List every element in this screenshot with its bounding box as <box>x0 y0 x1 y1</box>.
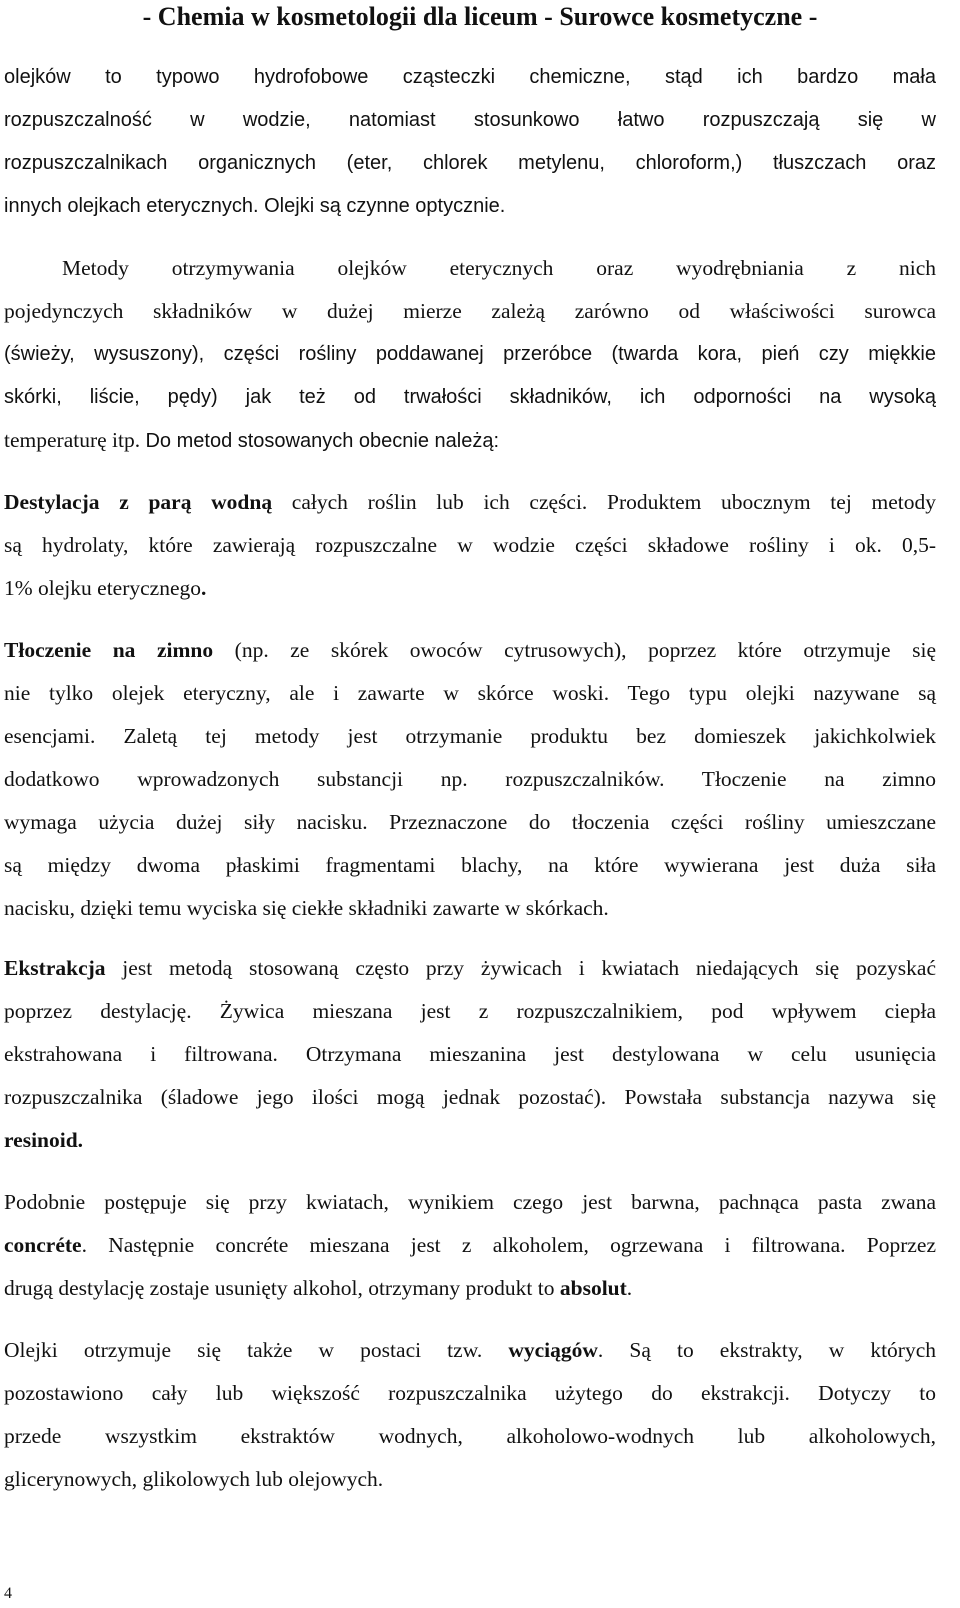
text-line <box>4 481 936 524</box>
text-line: nie tylko olejek eteryczny, ale i zawarte w skórce woski. Tego typu olejki nazywane są <box>4 681 936 705</box>
text-line: (świeży, wysuszony), części rośliny poddawanej przeróbce (twarda kora, pień czy miękkie <box>4 343 936 365</box>
text-run: . Następnie concréte mieszana jest z alkoholem, ogrzewana i filtrowana. Poprzez <box>81 1233 936 1257</box>
text-line: ekstrahowana i filtrowana. Otrzymana mieszanina jest destylowana w celu usunięcia <box>4 1042 936 1066</box>
text-line: rozpuszczalnikach organicznych (eter, chlorek metylenu, chloroform,) tłuszczach oraz <box>4 152 936 174</box>
text-line: skórki, liście, pędy) jak też od trwałości składników, ich odporności na wysoką <box>4 386 936 408</box>
text-line <box>4 629 936 672</box>
text-run: Olejki otrzymuje się także w postaci tzw. <box>4 1338 509 1362</box>
text-line: są między dwoma płaskimi fragmentami blachy, na które wywierana jest duża siła <box>4 853 936 877</box>
text-line: rozpuszczalność w wodzie, natomiast stosunkowo łatwo rozpuszczają się w <box>4 109 936 131</box>
term-absolut: absolut <box>559 1276 627 1300</box>
paragraph-concrete <box>4 1181 936 1310</box>
term-steam-distillation: Destylacja z parą wodną <box>4 490 273 514</box>
term-extraction: Ekstrakcja <box>4 956 106 980</box>
term-resinoid: resinoid. <box>4 1128 84 1152</box>
text-line <box>4 1224 936 1267</box>
text-line: glicerynowych, glikolowych lub olejowych. <box>4 1467 384 1491</box>
text-run: temperaturę itp. <box>4 428 146 452</box>
text-line <box>4 419 936 462</box>
text-line: Metody otrzymywania olejków eterycznych oraz wyodrębniania z nich <box>62 256 936 280</box>
text-run: . <box>201 576 207 600</box>
term-wyciagi: wyciągów <box>508 1338 598 1362</box>
paragraph-solubility <box>4 56 936 228</box>
text-run: . Są to ekstrakty, w których <box>597 1338 936 1362</box>
text-line <box>4 1119 936 1162</box>
text-run: (np. ze skórek owoców cytrusowych), poprzez które otrzymuje się <box>213 638 936 662</box>
page-number: 4 <box>4 1585 12 1602</box>
text-line: nacisku, dzięki temu wyciska się ciekłe składniki zawarte w skórkach. <box>4 896 609 920</box>
text-line: wymaga użycia dużej siły nacisku. Przeznaczone do tłoczenia części rośliny umieszczane <box>4 810 936 834</box>
text-line <box>4 947 936 990</box>
text-line <box>4 1267 936 1310</box>
paragraph-extraction <box>4 947 936 1162</box>
paragraph-methods-intro <box>4 247 936 462</box>
text-line: innych olejkach eterycznych. Olejki są czynne optycznie. <box>4 195 506 217</box>
paragraph-extracts <box>4 1329 936 1501</box>
text-line: przede wszystkim ekstraktów wodnych, alkoholowo-wodnych lub alkoholowych, <box>4 1424 936 1448</box>
text-line: są hydrolaty, które zawierają rozpuszczalne w wodzie części składowe rośliny i ok. 0,5- <box>4 533 936 557</box>
term-cold-pressing: Tłoczenie na zimno <box>4 638 214 662</box>
term-concrete: concréte <box>4 1233 82 1257</box>
text-run: Do metod stosowanych obecnie należą: <box>145 430 500 452</box>
text-line: dodatkowo wprowadzonych substancji np. rozpuszczalników. Tłoczenie na zimno <box>4 767 936 791</box>
text-line: rozpuszczalnika (śladowe jego ilości mogą jednak pozostać). Powstała substancja nazywa się <box>4 1085 936 1109</box>
text-run: drugą destylację zostaje usunięty alkohol, otrzymany produkt to <box>4 1276 560 1300</box>
text-line: Podobnie postępuje się przy kwiatach, wynikiem czego jest barwna, pachnąca pasta zwana <box>4 1190 936 1214</box>
text-run: . <box>626 1276 633 1300</box>
text-line: pojedynczych składników w dużej mierze zależą zarówno od właściwości surowca <box>4 299 936 323</box>
page-title: - Chemia w kosmetologii dla liceum - Surowce kosmetyczne - <box>142 2 818 31</box>
paragraph-steam-distillation <box>4 481 936 610</box>
text-line <box>4 1329 936 1372</box>
text-line: olejków to typowo hydrofobowe cząsteczki chemiczne, stąd ich bardzo mała <box>4 66 936 88</box>
text-line <box>4 567 936 610</box>
text-run: 1% olejku eterycznego <box>4 576 201 600</box>
text-line: poprzez destylację. Żywica mieszana jest z rozpuszczalnikiem, pod wpływem ciepła <box>4 999 936 1023</box>
text-line: pozostawiono cały lub większość rozpuszczalnika użytego do ekstrakcji. Dotyczy to <box>4 1381 936 1405</box>
text-line: esencjami. Zaletą tej metody jest otrzymanie produktu bez domieszek jakichkolwiek <box>4 724 936 748</box>
paragraph-cold-pressing <box>4 629 936 930</box>
text-run: jest metodą stosowaną często przy żywicach i kwiatach niedających się pozyskać <box>105 956 936 980</box>
text-run: całych roślin lub ich części. Produktem ubocznym tej metody <box>272 490 936 514</box>
